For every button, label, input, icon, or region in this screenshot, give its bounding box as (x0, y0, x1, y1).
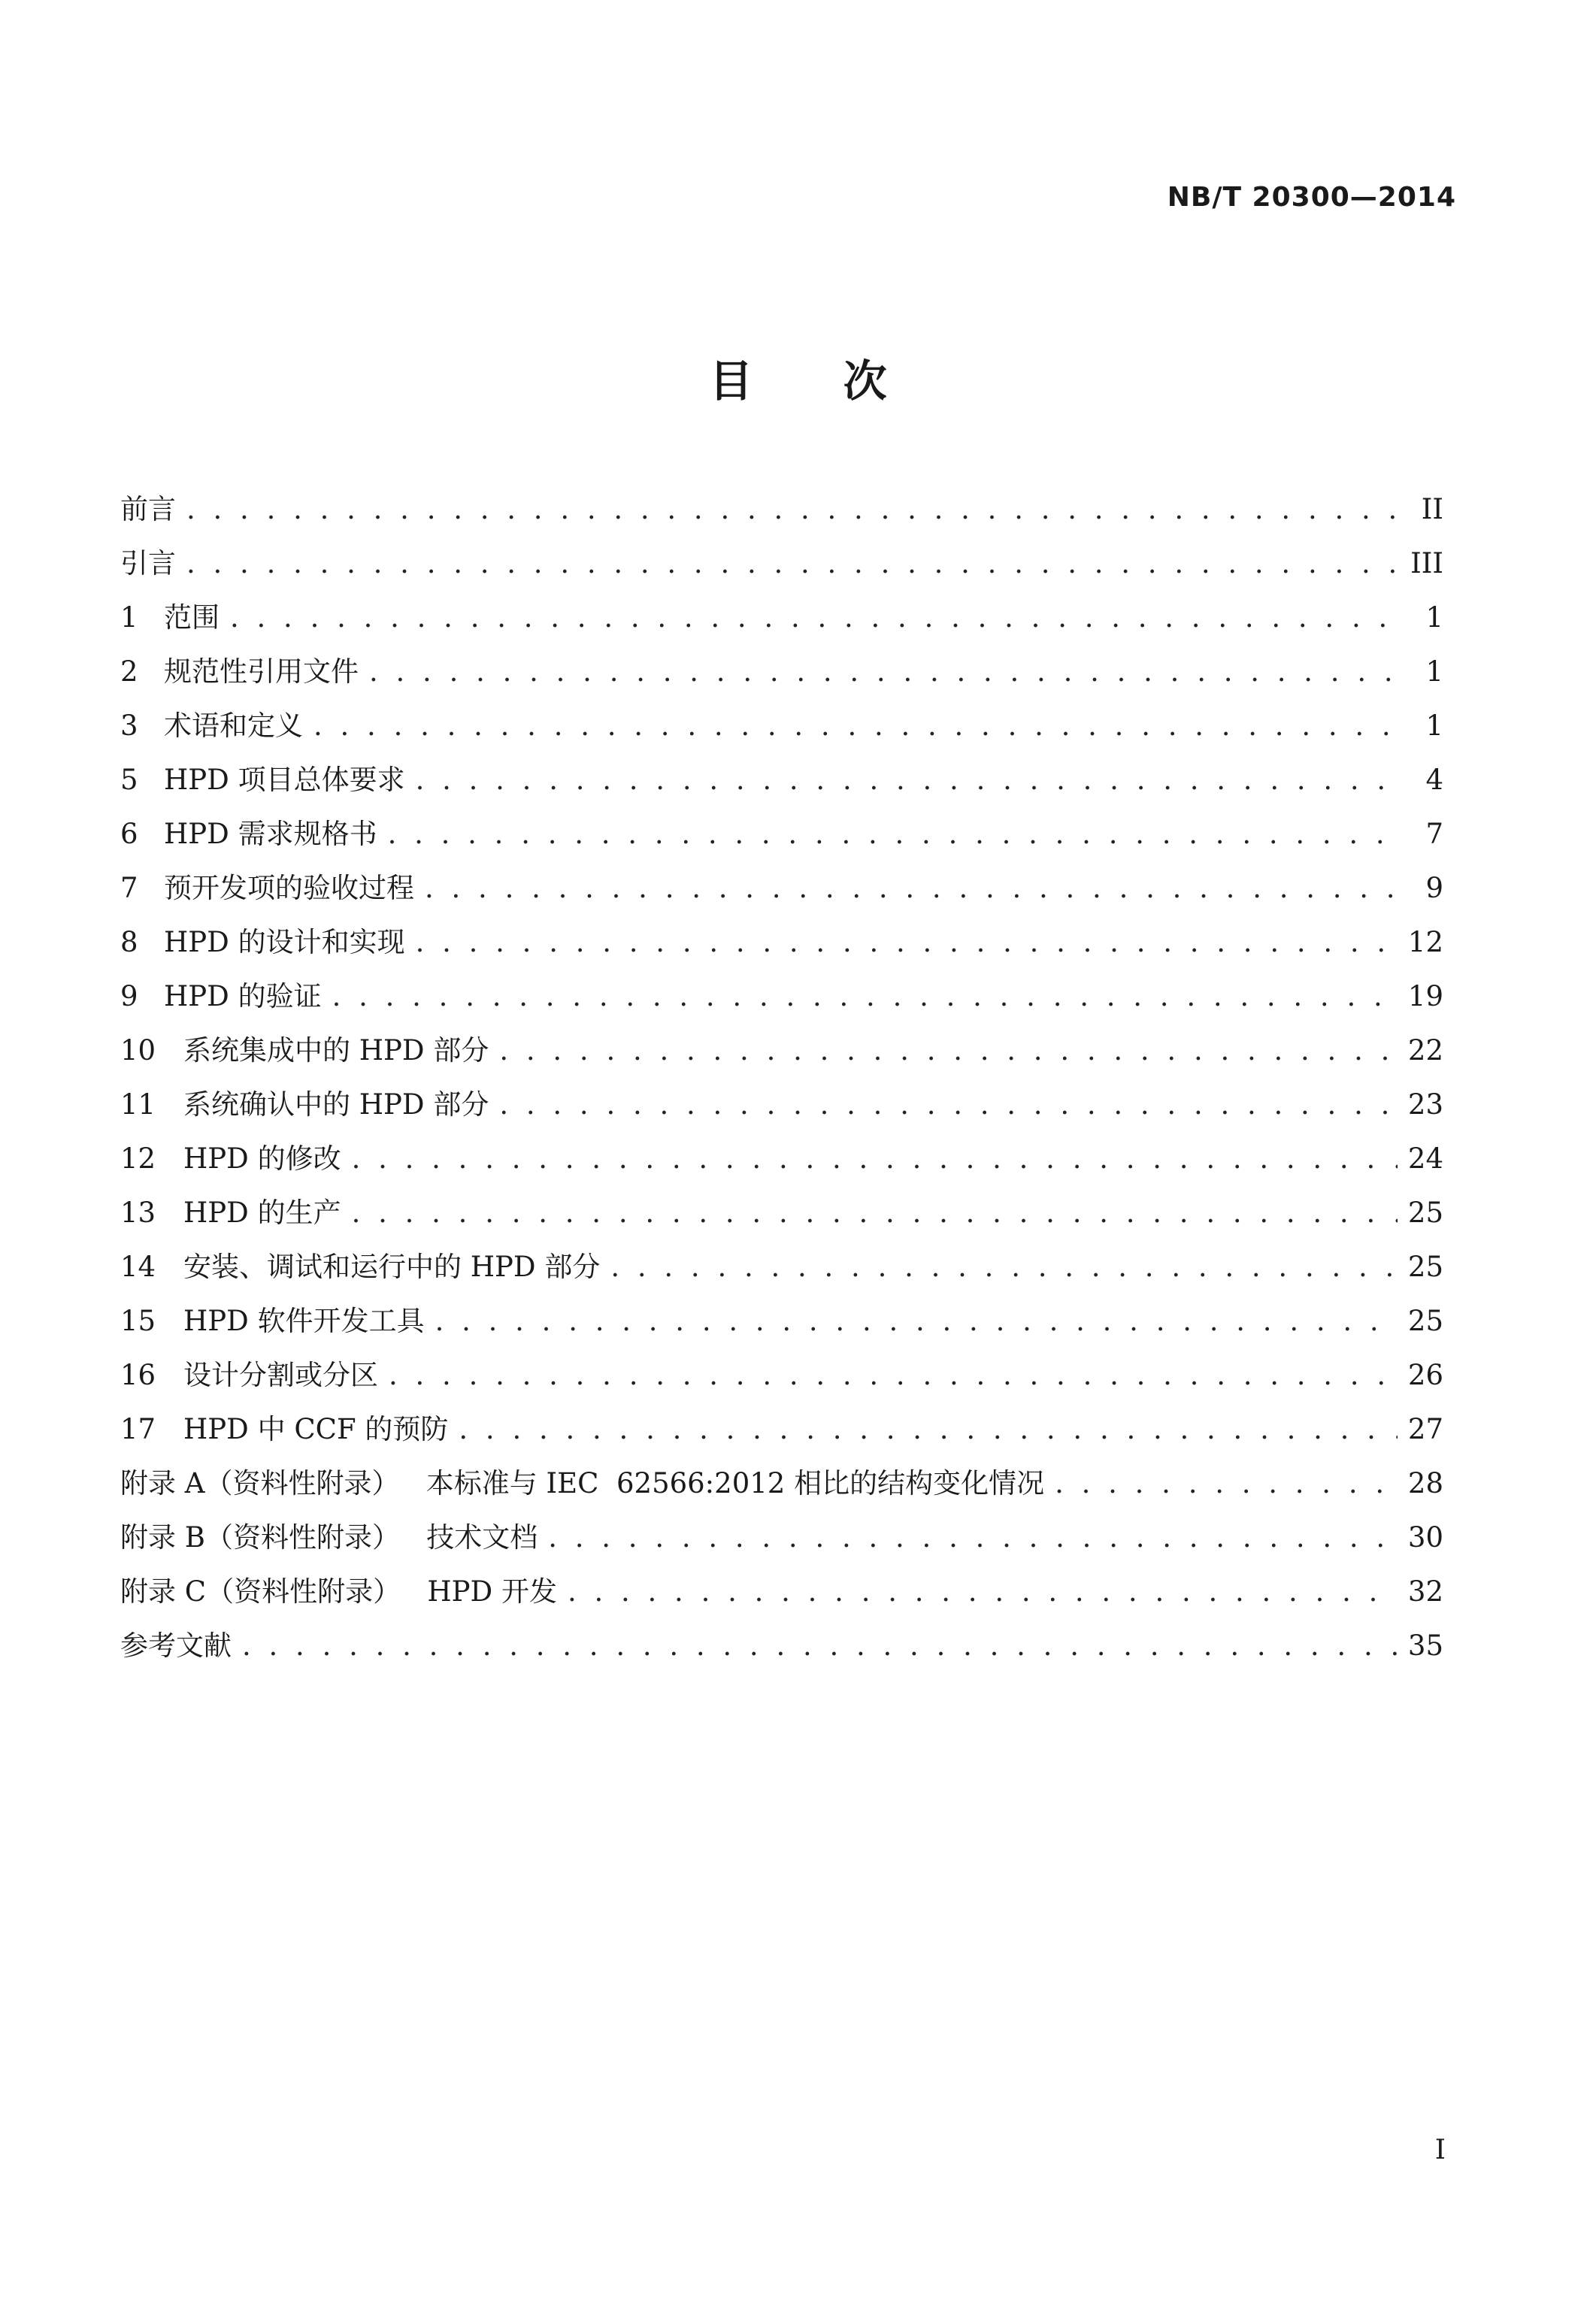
toc-entry-title: 附录 A（资料性附录） 本标准与 IEC 62566:2012 相比的结构变化情况 (120, 1467, 1045, 1499)
toc-entry-title: 前言 (120, 493, 176, 525)
toc-entry-page: 7 (1425, 818, 1443, 850)
toc-entry-number: 14 (120, 1251, 156, 1283)
toc-entry-12[interactable] (120, 1132, 1443, 1186)
toc-entry-8[interactable] (120, 915, 1443, 970)
toc-entry-9[interactable] (120, 970, 1443, 1024)
toc-dot-leader (499, 1024, 1398, 1078)
toc-entry-7[interactable] (120, 861, 1443, 915)
table-of-contents (120, 483, 1443, 1673)
page-title: 目 次 (709, 356, 887, 407)
toc-entry-title: HPD 软件开发工具 (183, 1305, 425, 1337)
toc-entry-title: HPD 需求规格书 (164, 818, 377, 850)
toc-entry-page: 25 (1407, 1197, 1443, 1229)
toc-entry-title: HPD 项目总体要求 (164, 764, 405, 796)
toc-dot-leader (416, 753, 1403, 807)
toc-entry-13[interactable] (120, 1186, 1443, 1240)
toc-entry-14[interactable] (120, 1240, 1443, 1294)
toc-entry-page: 19 (1407, 980, 1443, 1012)
toc-dot-leader (459, 1403, 1398, 1457)
toc-entry-number: 5 (120, 764, 138, 796)
toc-entry-title: HPD 的修改 (183, 1142, 341, 1175)
toc-entry-title: 预开发项的验收过程 (164, 872, 414, 904)
toc-dot-leader (230, 591, 1403, 645)
toc-entry-page: 1 (1425, 710, 1443, 742)
toc-entry-10[interactable] (120, 1024, 1443, 1078)
toc-dot-leader (352, 1132, 1398, 1186)
toc-entry-11[interactable] (120, 1078, 1443, 1132)
toc-entry-page: 30 (1407, 1521, 1443, 1554)
toc-dot-leader (332, 970, 1398, 1024)
toc-entry-title: 系统确认中的 HPD 部分 (183, 1088, 489, 1121)
toc-entry-title: 规范性引用文件 (164, 655, 359, 688)
toc-dot-leader (352, 1186, 1398, 1240)
toc-entry-number: 8 (120, 926, 138, 958)
toc-entry-16[interactable] (120, 1348, 1443, 1403)
toc-entry-title: HPD 的设计和实现 (164, 926, 405, 958)
toc-entry-1[interactable] (120, 591, 1443, 645)
toc-entry-page: 32 (1407, 1575, 1443, 1608)
toc-entry-page: 35 (1407, 1630, 1443, 1662)
toc-dot-leader (242, 1619, 1398, 1673)
toc-entry-page: 23 (1407, 1088, 1443, 1121)
toc-entry-title: HPD 的生产 (183, 1197, 341, 1229)
toc-dot-leader (186, 537, 1400, 591)
toc-entry-title: HPD 中 CCF 的预防 (183, 1413, 449, 1445)
toc-entry-page: 24 (1407, 1142, 1443, 1175)
toc-entry-page: 27 (1407, 1413, 1443, 1445)
toc-dot-leader (369, 645, 1403, 699)
toc-dot-leader (548, 1511, 1398, 1565)
toc-entry-number: 17 (120, 1413, 156, 1445)
toc-entry-number: 6 (120, 818, 138, 850)
toc-entry-6[interactable] (120, 807, 1443, 861)
toc-dot-leader (186, 483, 1403, 537)
toc-entry-title: HPD 的验证 (164, 980, 322, 1012)
toc-dot-leader (416, 915, 1398, 970)
toc-entry-page: 25 (1407, 1251, 1443, 1283)
toc-entry-references[interactable] (120, 1619, 1443, 1673)
toc-entry-number: 2 (120, 655, 138, 688)
toc-dot-leader (1055, 1457, 1398, 1511)
toc-entry-introduction[interactable] (120, 537, 1443, 591)
toc-entry-title: 术语和定义 (164, 710, 303, 742)
toc-entry-page: 25 (1407, 1305, 1443, 1337)
toc-entry-15[interactable] (120, 1294, 1443, 1348)
toc-entry-number: 11 (120, 1088, 156, 1121)
toc-entry-title: 引言 (120, 547, 176, 579)
toc-entry-page: III (1410, 547, 1443, 579)
toc-dot-leader (389, 1348, 1398, 1403)
toc-entry-page: 1 (1425, 601, 1443, 634)
toc-entry-number: 3 (120, 710, 138, 742)
toc-dot-leader (425, 861, 1403, 915)
page-number: I (1434, 2135, 1446, 2165)
toc-entry-title: 系统集成中的 HPD 部分 (183, 1034, 489, 1067)
toc-entry-number: 16 (120, 1359, 156, 1391)
toc-entry-title: 附录 B（资料性附录） 技术文档 (120, 1521, 538, 1554)
toc-entry-3[interactable] (120, 699, 1443, 753)
toc-entry-title: 附录 C（资料性附录） HPD 开发 (120, 1575, 557, 1608)
toc-entry-2[interactable] (120, 645, 1443, 699)
toc-entry-page: II (1421, 493, 1443, 525)
toc-entry-page: 22 (1407, 1034, 1443, 1067)
toc-entry-number: 1 (120, 601, 138, 634)
toc-entry-number: 15 (120, 1305, 156, 1337)
toc-entry-page: 12 (1407, 926, 1443, 958)
toc-entry-17[interactable] (120, 1403, 1443, 1457)
toc-entry-5[interactable] (120, 753, 1443, 807)
toc-entry-title: 范围 (164, 601, 220, 634)
toc-entry-number: 12 (120, 1142, 156, 1175)
toc-dot-leader (568, 1565, 1398, 1619)
toc-entry-page: 1 (1425, 655, 1443, 688)
toc-entry-number: 10 (120, 1034, 156, 1067)
toc-entry-foreword[interactable] (120, 483, 1443, 537)
toc-entry-page: 28 (1407, 1467, 1443, 1499)
toc-entry-title: 设计分割或分区 (183, 1359, 378, 1391)
toc-entry-number: 13 (120, 1197, 156, 1229)
toc-entry-appendix-a[interactable] (120, 1457, 1443, 1511)
toc-entry-appendix-b[interactable] (120, 1511, 1443, 1565)
standard-number: NB/T 20300—2014 (1167, 182, 1456, 213)
toc-entry-number: 7 (120, 872, 138, 904)
toc-entry-page: 4 (1425, 764, 1443, 796)
toc-dot-leader (435, 1294, 1398, 1348)
toc-entry-page: 9 (1425, 872, 1443, 904)
toc-dot-leader (610, 1240, 1398, 1294)
toc-entry-page: 26 (1407, 1359, 1443, 1391)
toc-entry-appendix-c[interactable] (120, 1565, 1443, 1619)
toc-dot-leader (499, 1078, 1398, 1132)
toc-entry-number: 9 (120, 980, 138, 1012)
toc-entry-title: 安装、调试和运行中的 HPD 部分 (183, 1251, 601, 1283)
toc-dot-leader (388, 807, 1403, 861)
toc-entry-title: 参考文献 (120, 1630, 232, 1662)
toc-dot-leader (313, 699, 1403, 753)
